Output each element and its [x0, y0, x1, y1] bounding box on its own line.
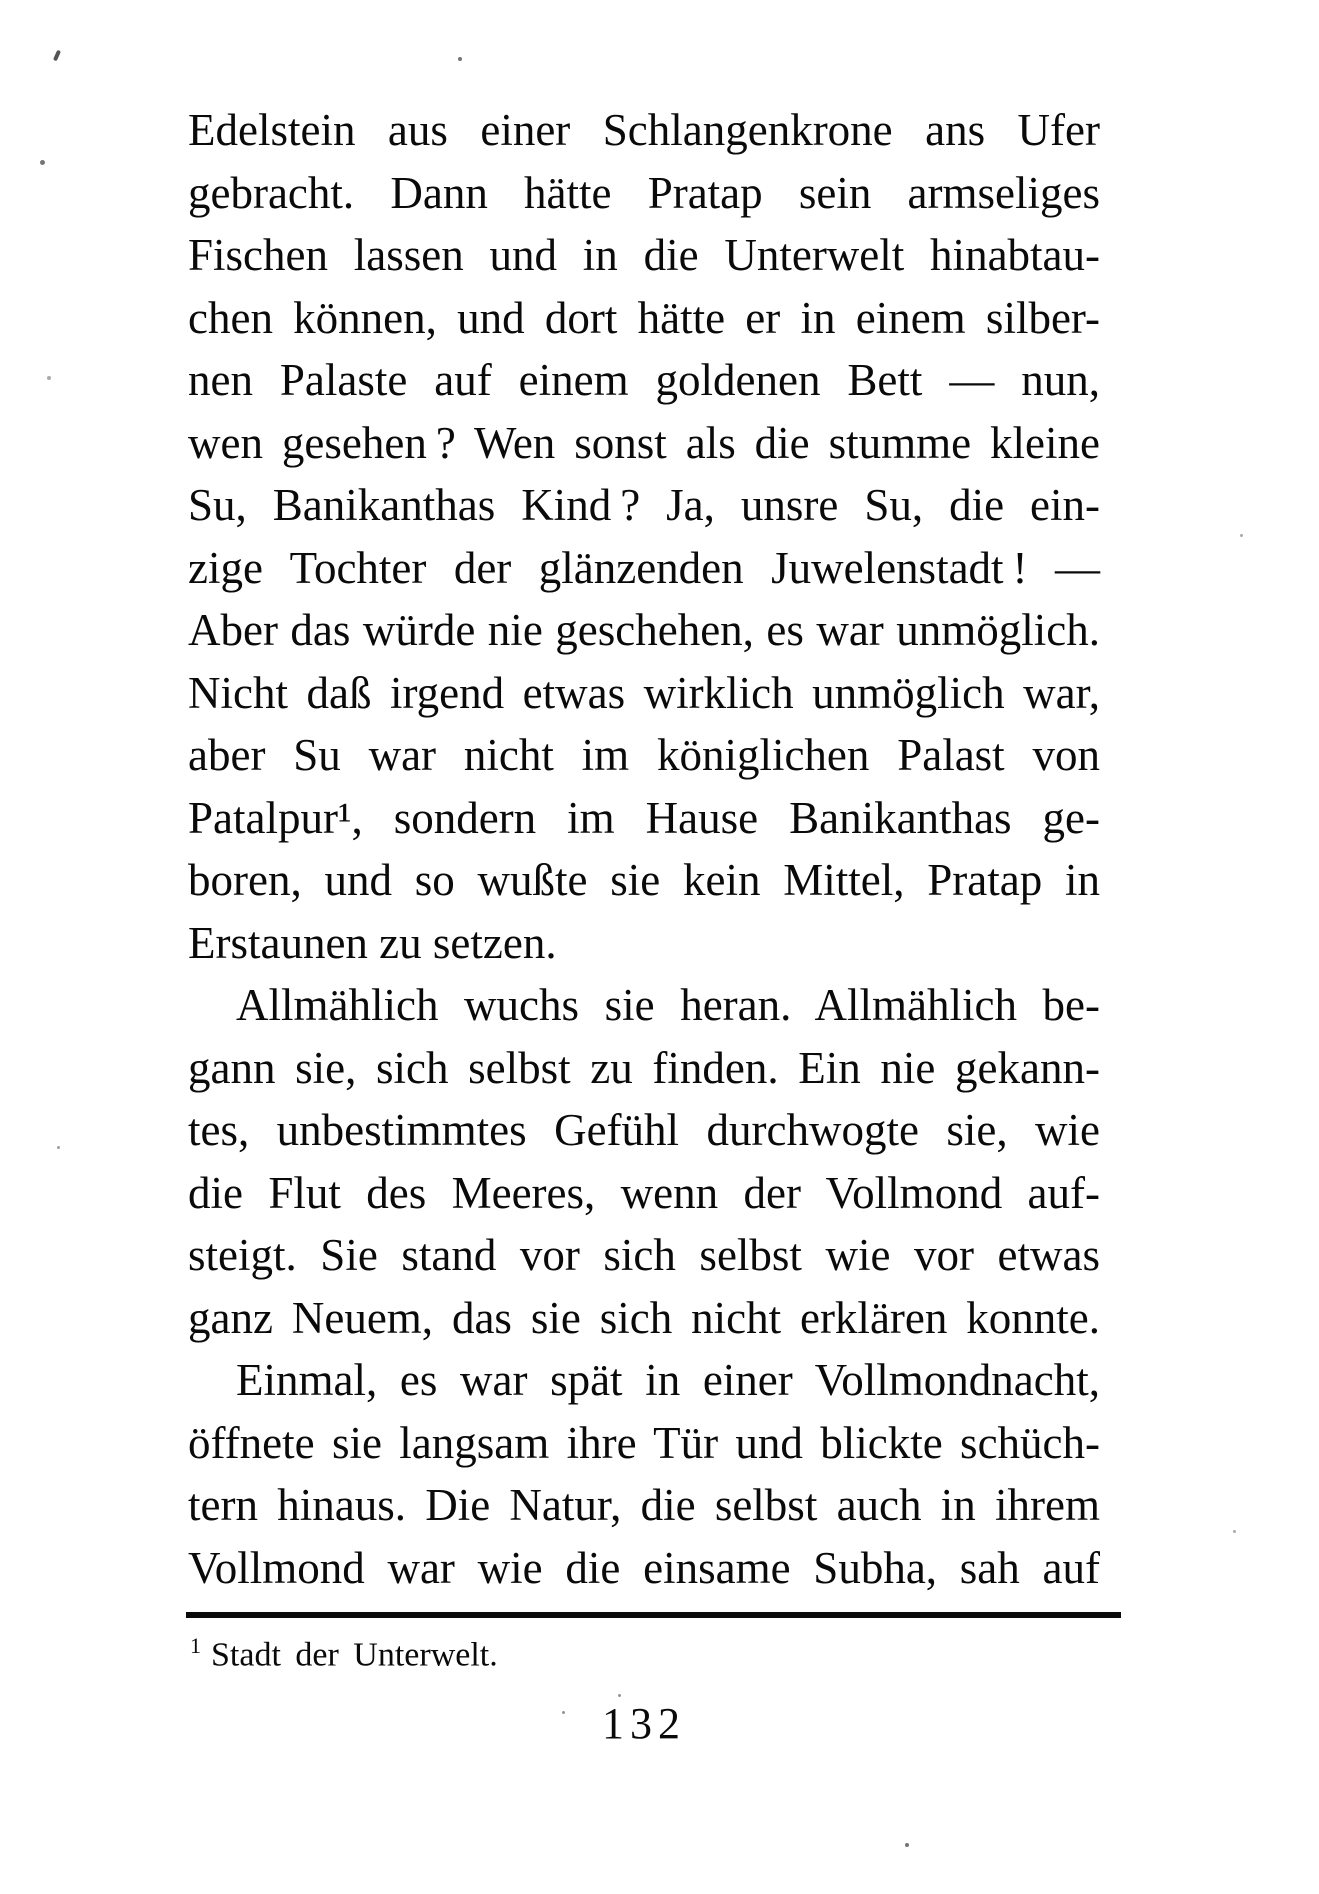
text-line-paragraph-start: Einmal, es war spät in einer Vollmondnacht, — [236, 1355, 1100, 1405]
scan-speck — [562, 1711, 565, 1714]
text-block — [188, 99, 1100, 1599]
footnote — [190, 1624, 1102, 1677]
scan-speck — [458, 57, 462, 61]
scan-speck — [618, 1694, 621, 1697]
text-line: tes, unbestimmtes Gefühl durchwogte sie, wie — [188, 1105, 1100, 1155]
text-line: die Flut des Meeres, wenn der Vollmond auf- — [188, 1167, 1100, 1218]
scan-speck — [57, 1146, 60, 1149]
text-line: steigt. Sie stand vor sich selbst wie vor etwas — [188, 1230, 1100, 1280]
scan-speck — [53, 50, 61, 62]
scan-speck — [40, 160, 45, 165]
scan-speck — [905, 1843, 909, 1847]
text-line: Su, Banikanthas Kind ? Ja, unsre Su, die ein- — [188, 480, 1100, 530]
text-line: gann sie, sich selbst zu finden. Ein nie gekann- — [188, 1042, 1100, 1093]
text-line-paragraph-start: Allmählich wuchs sie heran. Allmählich be- — [236, 980, 1100, 1030]
text-line-paragraph-end: ganz Neuem, das sie sich nicht erklären konnte. — [188, 1292, 1100, 1343]
text-line: Fischen lassen und in die Unterwelt hinabtau- — [188, 230, 1100, 280]
footnote-separator-rule — [186, 1612, 1121, 1618]
text-line: Nicht daß irgend etwas wirklich unmöglich war, — [188, 667, 1100, 718]
text-line: Vollmond war wie die einsame Subha, sah auf — [188, 1542, 1100, 1593]
text-line: aber Su war nicht im königlichen Palast von — [188, 730, 1100, 780]
text-line-paragraph-end: Erstaunen zu setzen. — [188, 917, 557, 968]
scan-speck — [47, 376, 51, 380]
text-line: zige Tochter der glänzenden Juwelenstadt ! — — [188, 542, 1100, 593]
text-line: Edelstein aus einer Schlangenkrone ans Ufer — [188, 105, 1100, 155]
scan-speck — [1233, 1530, 1236, 1533]
text-line: tern hinaus. Die Natur, die selbst auch in ihrem — [188, 1480, 1100, 1530]
footnote-marker: 1 — [190, 1633, 201, 1658]
text-line: wen gesehen ? Wen sonst als die stumme kleine — [188, 417, 1100, 468]
text-line: Aber das würde nie geschehen, es war unmöglich. — [188, 605, 1100, 655]
scan-speck — [1240, 534, 1243, 537]
text-line: boren, und so wußte sie kein Mittel, Pratap in — [188, 855, 1100, 905]
page-number: 132 — [602, 1699, 686, 1748]
footnote-text: Stadt der Unterwelt. — [211, 1636, 498, 1674]
text-line: nen Palaste auf einem goldenen Bett — nun, — [188, 355, 1100, 405]
text-line: chen können, und dort hätte er in einem silber- — [188, 292, 1100, 343]
text-line: gebracht. Dann hätte Pratap sein armseliges — [188, 167, 1100, 218]
text-line: öffnete sie langsam ihre Tür und blickte schüch- — [188, 1417, 1100, 1468]
text-line: Patalpur¹, sondern im Hause Banikanthas ge- — [188, 792, 1100, 843]
